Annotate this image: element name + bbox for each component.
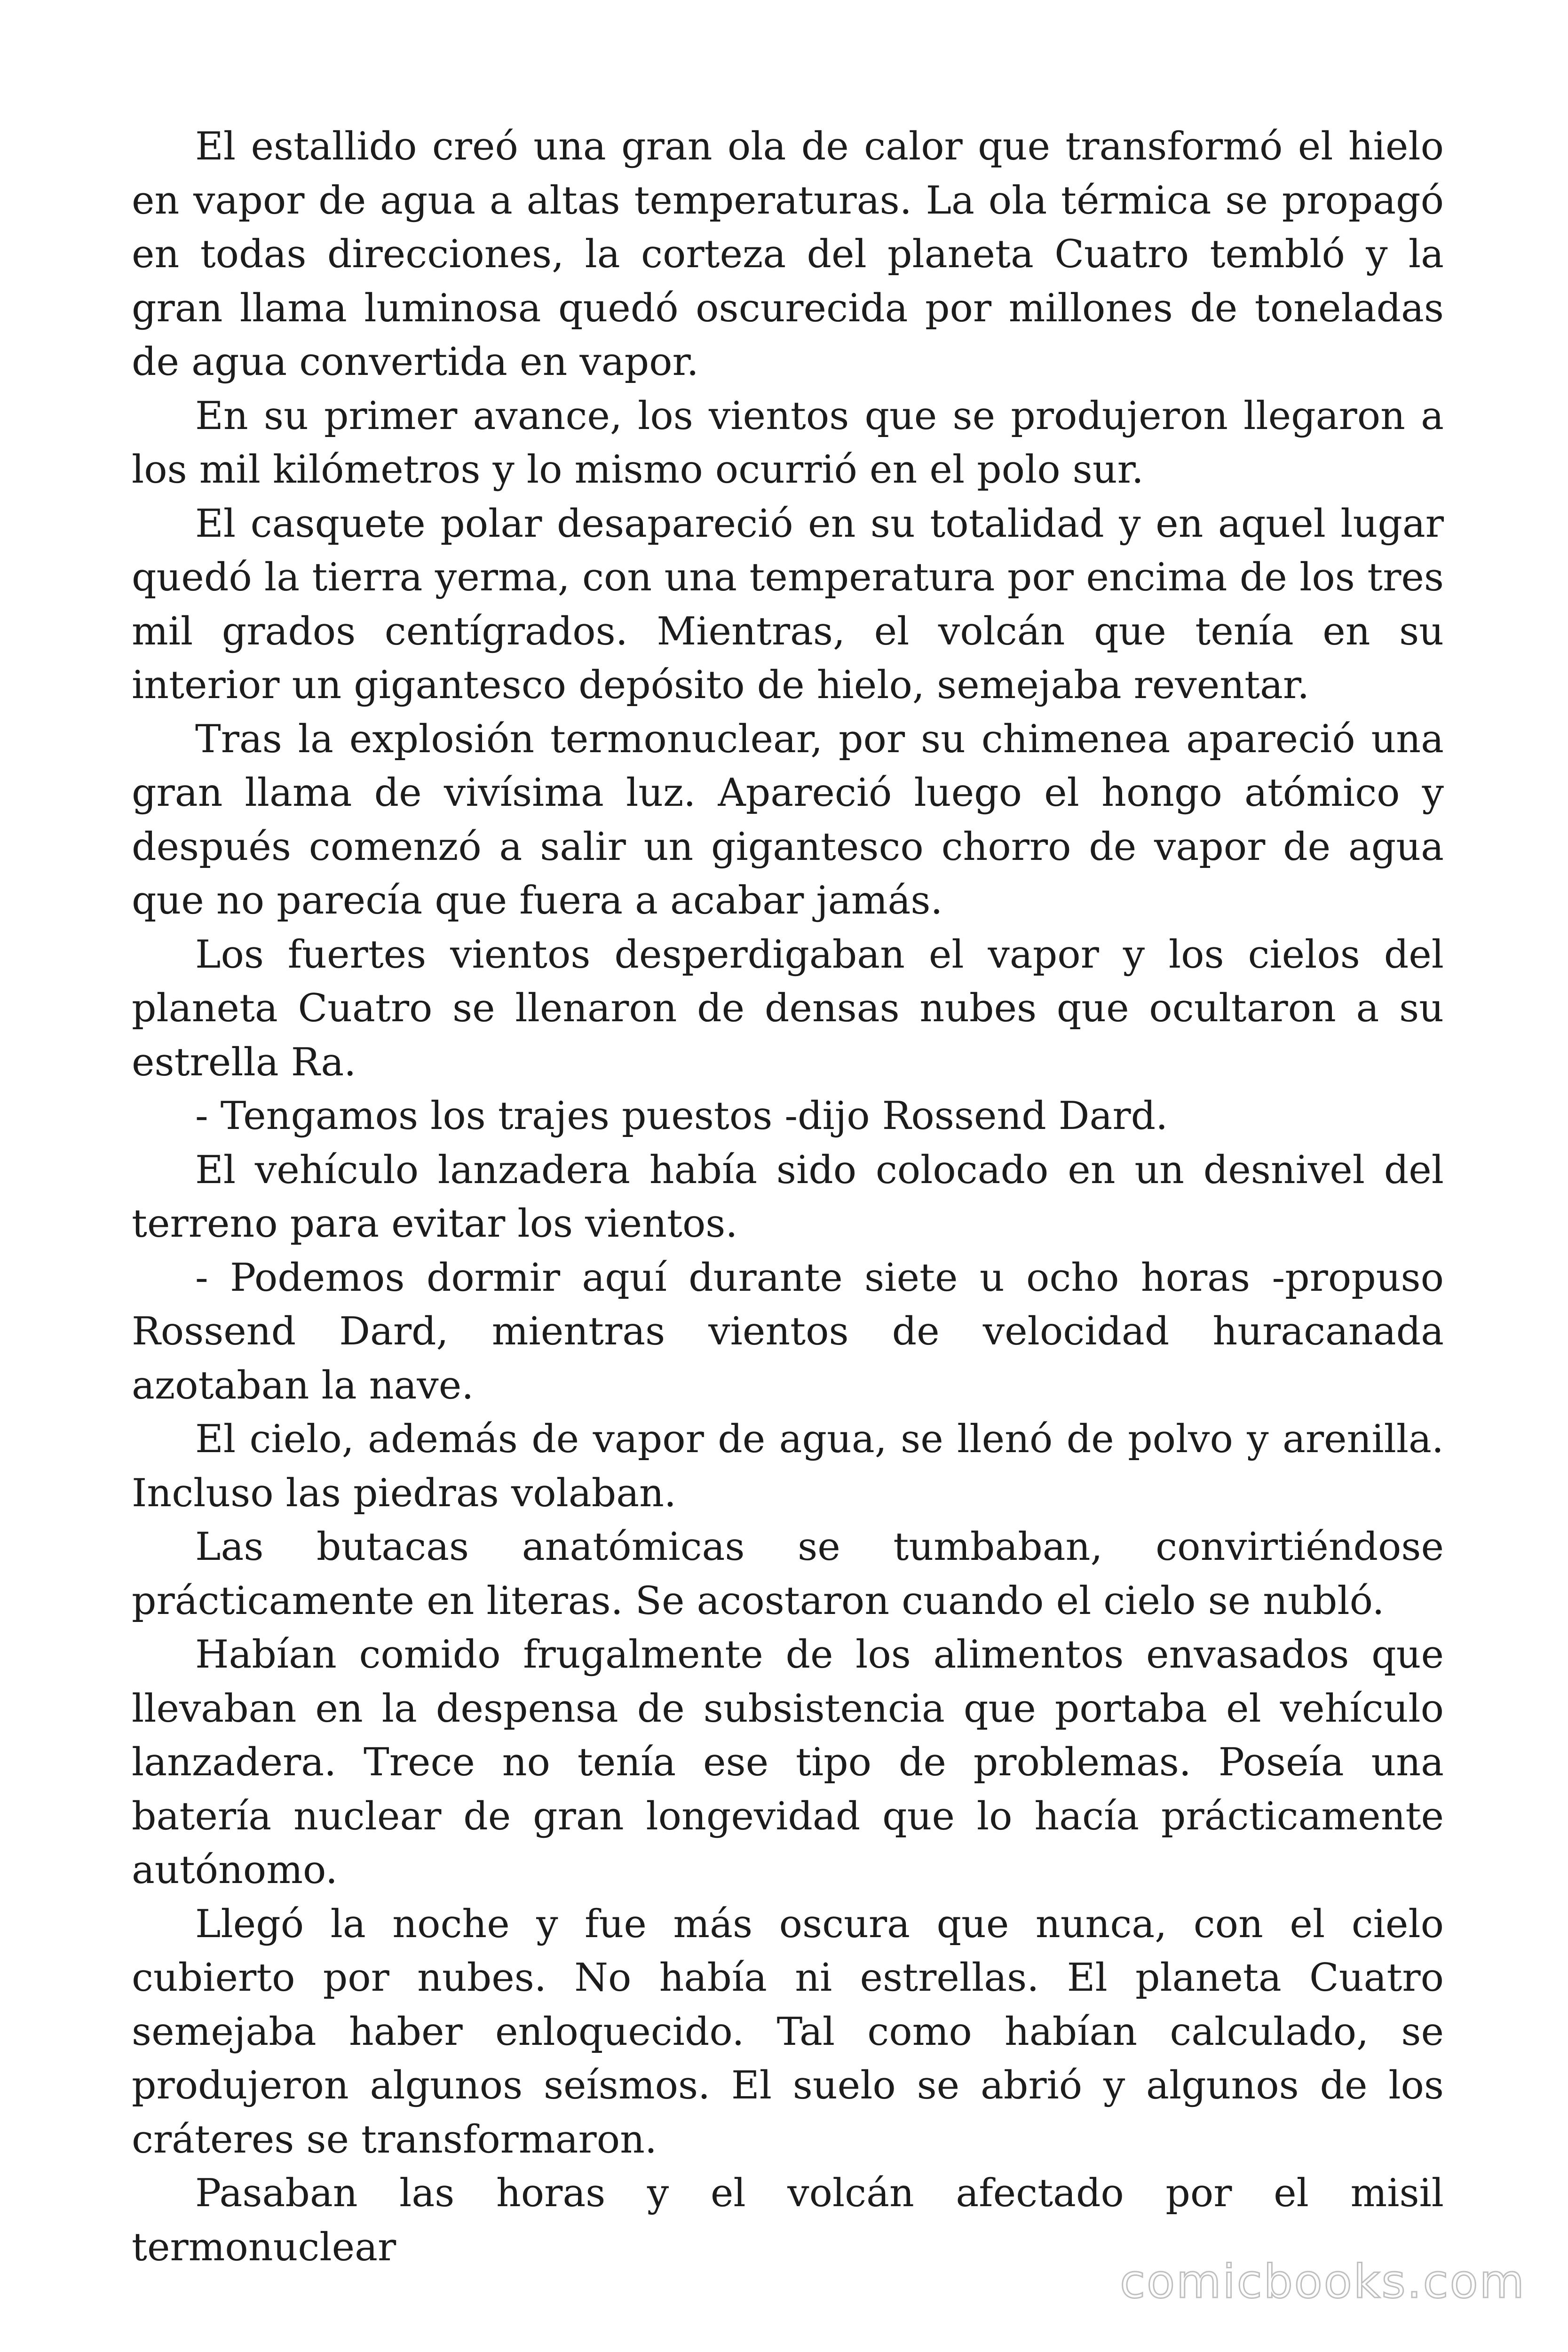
paragraph: El vehículo lanzadera había sido colocado en un desnivel del terreno para evitar los vientos. [132,1147,1444,1246]
paragraph: Habían comido frugalmente de los alimentos envasados que llevaban en la despensa de subsistencia que portaba el vehículo lanzadera. Trece no tenía ese tipo de problemas. Poseía una batería nuclear de gran longevidad que lo hacía prácticamente autónomo. [132,1632,1444,1892]
watermark: comicbooks.com [1120,2255,1526,2309]
paragraph: Los fuertes vientos desperdigaban el vapor y los cielos del planeta Cuatro se llenaron de densas nubes que ocultaron a su estrella Ra. [132,932,1444,1085]
paragraph: El casquete polar desapareció en su totalidad y en aquel lugar quedó la tierra yerma, con una temperatura por encima de los tres mil grados centígrados. Mientras, el volcán que tenía en su interior un gigantesco depósito de hielo, semejaba reventar. [132,501,1444,707]
paragraph: Llegó la noche y fue más oscura que nunca, con el cielo cubierto por nubes. No había ni estrellas. El planeta Cuatro semejaba haber enloquecido. Tal como habían calculado, se produjeron algunos seísmos. El suelo se abrió y algunos de los cráteres se transformaron. [132,1901,1444,2162]
paragraph: El estallido creó una gran ola de calor que transformó el hielo en vapor de agua a altas temperaturas. La ola térmica se propagó en todas direcciones, la corteza del planeta Cuatro tembló y la gran llama luminosa quedó oscurecida por millones de toneladas de agua convertida en vapor. [132,124,1444,384]
paragraph: En su primer avance, los vientos que se produjeron llegaron a los mil kilómetros y lo mismo ocurrió en el polo sur. [132,393,1444,492]
paragraph: Tras la explosión termonuclear, por su chimenea apareció una gran llama de vivísima luz. Apareció luego el hongo atómico y después comenzó a salir un gigantesco chorro de vapor de agua que no parecía que fuera a acabar jamás. [132,716,1444,923]
paragraph: El cielo, además de vapor de agua, se llenó de polvo y arenilla. Incluso las piedras volaban. [132,1417,1444,1516]
paragraph: Pasaban las horas y el volcán afectado por el misil termonuclear [132,2171,1444,2270]
dialogue-paragraph: - Tengamos los trajes puestos -dijo Rossend Dard. [195,1094,1168,1138]
paragraph: Las butacas anatómicas se tumbaban, convirtiéndose prácticamente en literas. Se acostaron cuando el cielo se nubló. [132,1525,1444,1623]
dialogue-paragraph: - Podemos dormir aquí durante siete u ocho horas -propuso Rossend Dard, mientras vientos de velocidad huracanada azotaban la nave. [132,1255,1444,1408]
page-body [132,120,1444,2274]
